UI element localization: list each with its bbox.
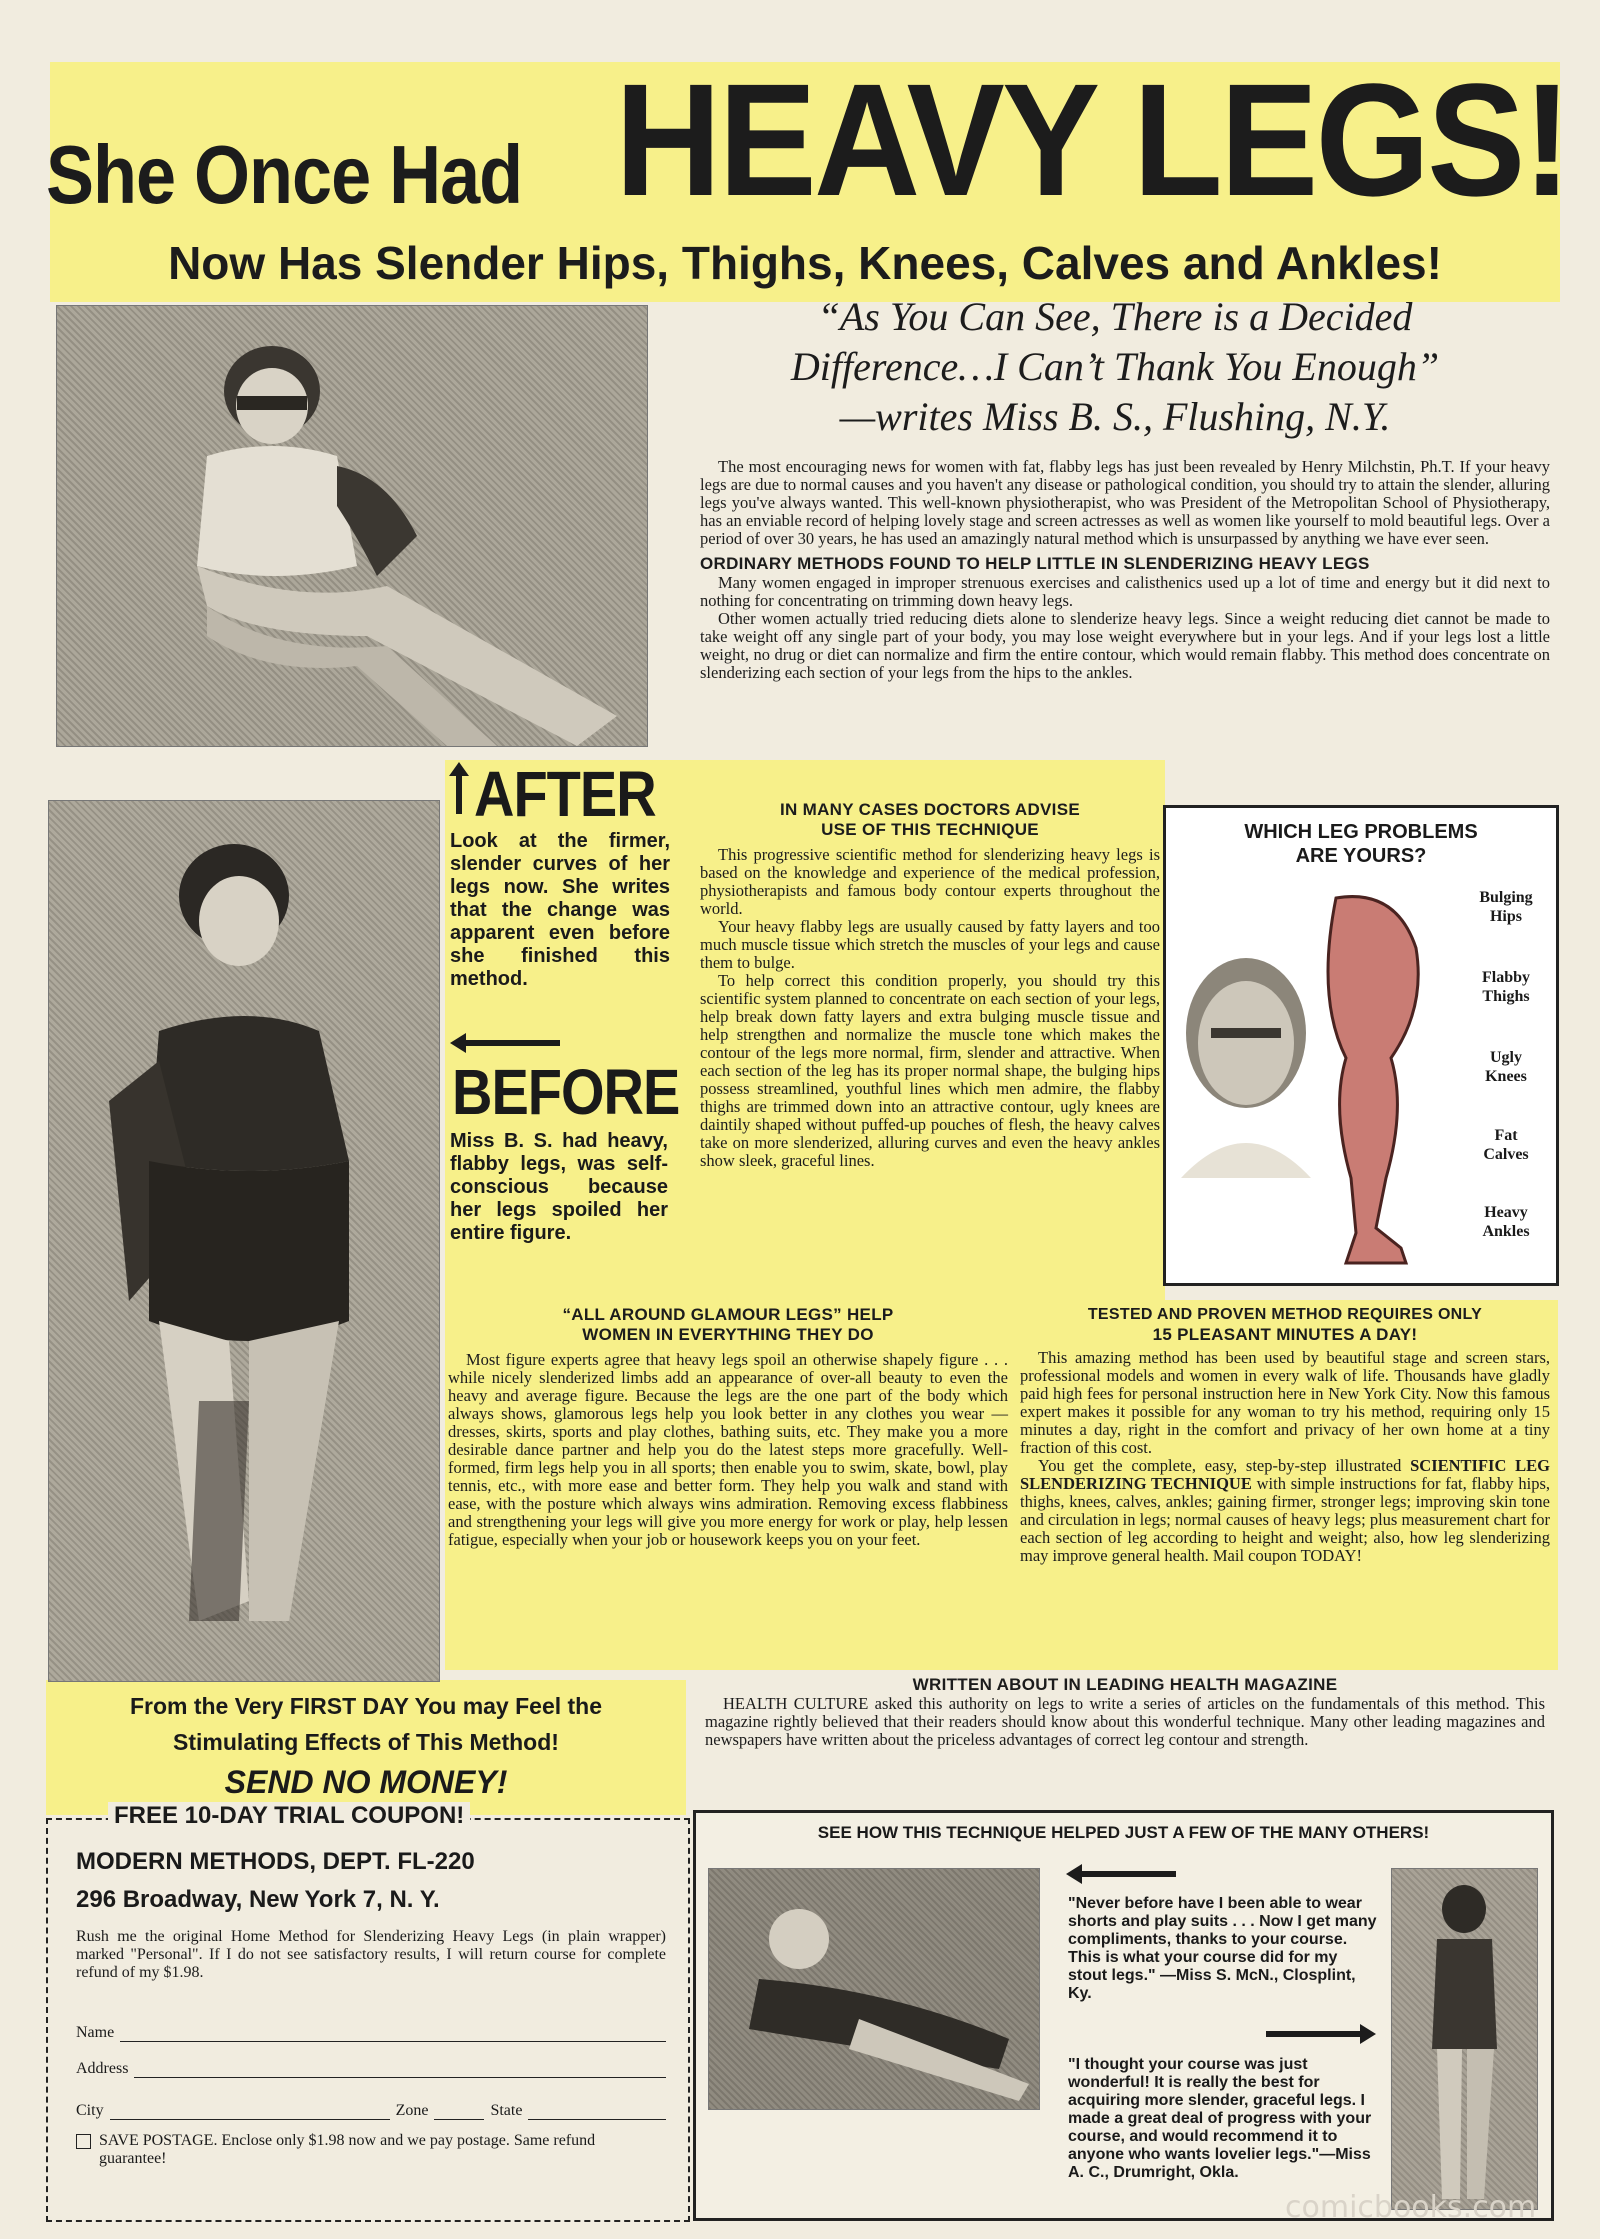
magazine-column (705, 1675, 1545, 1749)
arrow-left-icon (450, 1032, 560, 1054)
leg-problems-title-1: WHICH LEG PROBLEMS (1244, 821, 1478, 843)
doctor-portrait (1171, 948, 1321, 1178)
doctors-p1: This progressive scientific method for slenderizing heavy legs is based on the knowledge and experience of the medical profession, physiotherapists and famous body contour experts throughout the world. (700, 845, 1160, 918)
coupon-title: FREE 10-DAY TRIAL COUPON! (108, 1802, 470, 1830)
doctors-heading-1: IN MANY CASES DOCTORS ADVISE (780, 800, 1080, 819)
tested-p1: This amazing method has been used by beautiful stage and screen stars, professional models and women in every walk of life. Thousands have gladly paid high fees for personal instruction here in New York City. Now this famous expert makes it possible for any woman to try his method, requiring only 15 minutes a day, right in the comfort and privacy of her own home at a tiny fraction of this cost. (1020, 1348, 1550, 1457)
watermark: comicbooks.com (1285, 2190, 1537, 2225)
after-label: AFTER (474, 757, 656, 830)
after-text: Look at the firmer, slender curves of her legs now. She writes that the change was apparent even before she finished this method. (450, 830, 670, 990)
leg-problem-item (1461, 968, 1551, 1006)
coupon-company: MODERN METHODS, DEPT. FL-220 (76, 1848, 475, 1875)
leg-problem-line-2: Knees (1485, 1068, 1527, 1085)
postage-checkbox[interactable] (76, 2134, 91, 2149)
quote-line-1: “As You Can See, There is a Decided (817, 294, 1413, 339)
doctors-p2: Your heavy flabby legs are usually caused by fatty layers and too much muscle tissue which stretch the muscles of your legs and cause them to bulge. (700, 917, 1160, 972)
leg-problem-line-1: Ugly (1490, 1049, 1522, 1066)
city-label: City (76, 2102, 104, 2119)
headline-sub: Now Has Slender Hips, Thighs, Knees, Calves and Ankles! (168, 237, 1442, 289)
city-field[interactable] (110, 2103, 390, 2120)
before-photo (48, 800, 440, 1682)
leg-problem-line-1: Flabby (1481, 969, 1530, 986)
before-label: BEFORE (452, 1055, 680, 1128)
leg-problem-line-1: Fat (1494, 1127, 1518, 1144)
tested-p2 (1020, 1457, 1550, 1565)
tested-heading-2: 15 PLEASANT MINUTES A DAY! (1152, 1325, 1418, 1344)
leg-problem-line-2: Ankles (1482, 1223, 1530, 1240)
others-quote-2: "I thought your course was just wonderful! It is really the best for acquiring more slender, graceful legs. I made a great deal of progress with your course, and would recommend it to anyone who wants lovelier legs."—Miss A. C., Drumright, Okla. (1068, 2056, 1372, 2181)
coupon-name-row (76, 2024, 666, 2042)
coupon-body: Rush me the original Home Method for Slenderizing Heavy Legs (in plain wrapper) marked "Personal". If I do not see satisfactory results, I will return course for complete refund of my $1.98. (76, 1928, 666, 1981)
ordinary-p1: Many women engaged in improper strenuous exercises and calisthenics used up a lot of time and energy but it did next to nothing for concentrating on trimming down heavy legs. (700, 573, 1550, 610)
tested-column (1020, 1305, 1550, 1565)
glamour-heading-2: WOMEN IN EVERYTHING THEY DO (582, 1325, 874, 1344)
quote-line-3: —writes Miss B. S., Flushing, N.Y. (839, 394, 1391, 439)
glamour-p1: Most figure experts agree that heavy legs spoil an otherwise shapely figure . . . while nicely slenderized limbs add an appearance of over-all beauty to even the heavy and average figure. Because the legs are the one part of the body which always shows, glamorous legs help you look better in any clothes you wear — dresses, skirts, sports and play clothes, bathing suits, etc. They make you a more desirable dance partner and help you do the latest steps more gracefully. Well-formed, firm legs help you in all sports; then enable you to swim, skate, bowl, play tennis, etc., with more ease and better form. They help you walk and stand with ease, with the posture which always wins admiration. Removing excess flabbiness and strengthening your legs will give you more energy for work or play, help lessen fatigue, especially when your job or housework keeps you on your feet. (448, 1350, 1008, 1549)
tested-p2-b: with simple instructions for fat, flabby hips, thighs, knees, calves, ankles; gaining firmer, stronger legs; improving skin tone and circulation in legs; normal causes of heavy legs; plus measurement chart for each section of leg according to height and weight; also, how leg slenderizing may improve general health. Mail coupon TODAY! (1020, 1474, 1551, 1565)
magazine-p1: HEALTH CULTURE asked this authority on legs to write a series of articles on the fundamentals of this method. This magazine rightly believed that their readers should know about this wonderful technique. Many other leading magazines and newspapers have written about the priceless advantages of correct leg contour and strength. (705, 1694, 1545, 1749)
name-label: Name (76, 2024, 115, 2041)
others-quote-1: "Never before have I been able to wear shorts and play suits . . . Now I get many compliments, thanks to your course. This is what your course did for my stout legs." —Miss S. McN., Closplint, Ky. (1068, 1895, 1377, 2002)
others-box (693, 1810, 1554, 2221)
doctors-heading-2: USE OF THIS TECHNIQUE (821, 820, 1039, 839)
others-photo-2 (1391, 1868, 1538, 2210)
intro-column (700, 458, 1550, 682)
name-field[interactable] (120, 2025, 666, 2042)
tested-p2-a: You get the complete, easy, step-by-step illustrated (1038, 1456, 1402, 1475)
state-label: State (490, 2102, 523, 2119)
intro-paragraph: The most encouraging news for women with fat, flabby legs has just been revealed by Henry Milchstin, Ph.T. If your heavy legs are due to normal causes and you haven't any disease or pathological condition, you should try to attain the slender, alluring legs you've always wanted. This well-known physiotherapist, who was President of the Metropolitan School of Physiotherapy, has an enviable record of helping lovely stage and screen actresses as well as women like yourself to mold beautiful legs. Over a period of over 30 years, he has used an amazingly natural method which is unsurpassed by anything we have ever seen. (700, 457, 1550, 548)
send-no-money: SEND NO MONEY! (224, 1764, 508, 1800)
headline-lead: She Once Had (46, 129, 523, 222)
leg-problem-line-2: Calves (1483, 1146, 1529, 1163)
others-title: SEE HOW THIS TECHNIQUE HELPED JUST A FEW OF THE MANY OTHERS! (817, 1823, 1430, 1842)
tested-p2-bold: SCIENTIFIC LEG SLENDERIZING TECHNIQUE (1020, 1456, 1551, 1493)
first-day-line-2: Stimulating Effects of This Method! (173, 1729, 559, 1755)
magazine-heading: WRITTEN ABOUT IN LEADING HEALTH MAGAZINE (912, 1675, 1338, 1694)
before-text: Miss B. S. had heavy, flabby legs, was self-conscious because her legs spoiled her entire figure. (450, 1130, 668, 1244)
state-field[interactable] (528, 2103, 666, 2120)
leg-problem-line-1: Bulging (1479, 889, 1533, 906)
leg-illustration (1306, 888, 1436, 1278)
arrow-left-icon (1066, 1863, 1176, 1885)
testimonial-quote (700, 292, 1530, 442)
doctors-p3: To help correct this condition properly, you should try this scientific system planned to concentrate on each section of your legs, help break down fatty layers and extra bulging muscle tissue and help strengthen and normalize the muscle tone which makes the contour of the legs more normal, firm, slender and attractive. When each section of the leg has its proper normal shape, the bulging hips possess streamlined, youthful lines which men admire, the flabby thighs are trimmed down into an attractive contour, ugly knees are daintily shaped without puffed-up pouches of flesh, the heavy calves take on more slenderized, alluring curves and even the heavy ankles show sleek, graceful lines. (700, 971, 1160, 1170)
headline-main: HEAVY LEGS! (615, 50, 1569, 229)
quote-line-2: Difference…I Can’t Thank You Enough” (790, 344, 1440, 389)
ordinary-p2: Other women actually tried reducing diets alone to slenderize heavy legs. Since a weight reducing diet cannot be made to take weight off any single part of your body, you may lose weight everywhere but in your legs. And if your legs lost a little weight, no drug or diet can normalize and firm the entire contour, which would remain flabby. This method does concentrate on slenderizing each section of your legs from the hips to the ankles. (700, 609, 1550, 682)
leg-problem-item (1461, 1048, 1551, 1086)
trial-coupon[interactable] (46, 1802, 690, 2222)
coupon-address: 296 Broadway, New York 7, N. Y. (76, 1886, 440, 1913)
address-label: Address (76, 2060, 129, 2077)
first-day-block (46, 1688, 686, 1800)
leg-problems-box (1163, 805, 1559, 1286)
leg-problem-item (1461, 888, 1551, 926)
others-photo-1 (708, 1868, 1040, 2110)
leg-problem-line-1: Heavy (1484, 1204, 1528, 1221)
zone-label: Zone (395, 2102, 429, 2119)
after-photo (56, 305, 648, 747)
leg-problem-line-2: Thighs (1482, 988, 1530, 1005)
leg-problem-item (1461, 1203, 1551, 1241)
coupon-address-row (76, 2060, 666, 2078)
leg-problems-title-2: ARE YOURS? (1295, 845, 1427, 867)
coupon-postage-row (76, 2132, 666, 2168)
first-day-line-1: From the Very FIRST DAY You may Feel the (129, 1693, 603, 1719)
glamour-heading-1: “ALL AROUND GLAMOUR LEGS” HELP (562, 1305, 894, 1324)
arrow-up-icon (448, 762, 470, 814)
glamour-column (448, 1305, 1008, 1549)
tested-heading-1: TESTED AND PROVEN METHOD REQUIRES ONLY (1087, 1306, 1483, 1323)
ordinary-heading: ORDINARY METHODS FOUND TO HELP LITTLE IN SLENDERIZING HEAVY LEGS (700, 554, 1370, 573)
address-field[interactable] (134, 2061, 666, 2078)
leg-problem-line-2: Hips (1489, 908, 1522, 925)
doctors-column (700, 800, 1160, 1170)
zone-field[interactable] (434, 2103, 484, 2120)
arrow-right-icon (1266, 2023, 1376, 2045)
leg-problem-item (1461, 1126, 1551, 1164)
postage-text: SAVE POSTAGE. Enclose only $1.98 now and we pay postage. Same refund guarantee! (99, 2132, 596, 2167)
coupon-city-row (76, 2102, 666, 2120)
